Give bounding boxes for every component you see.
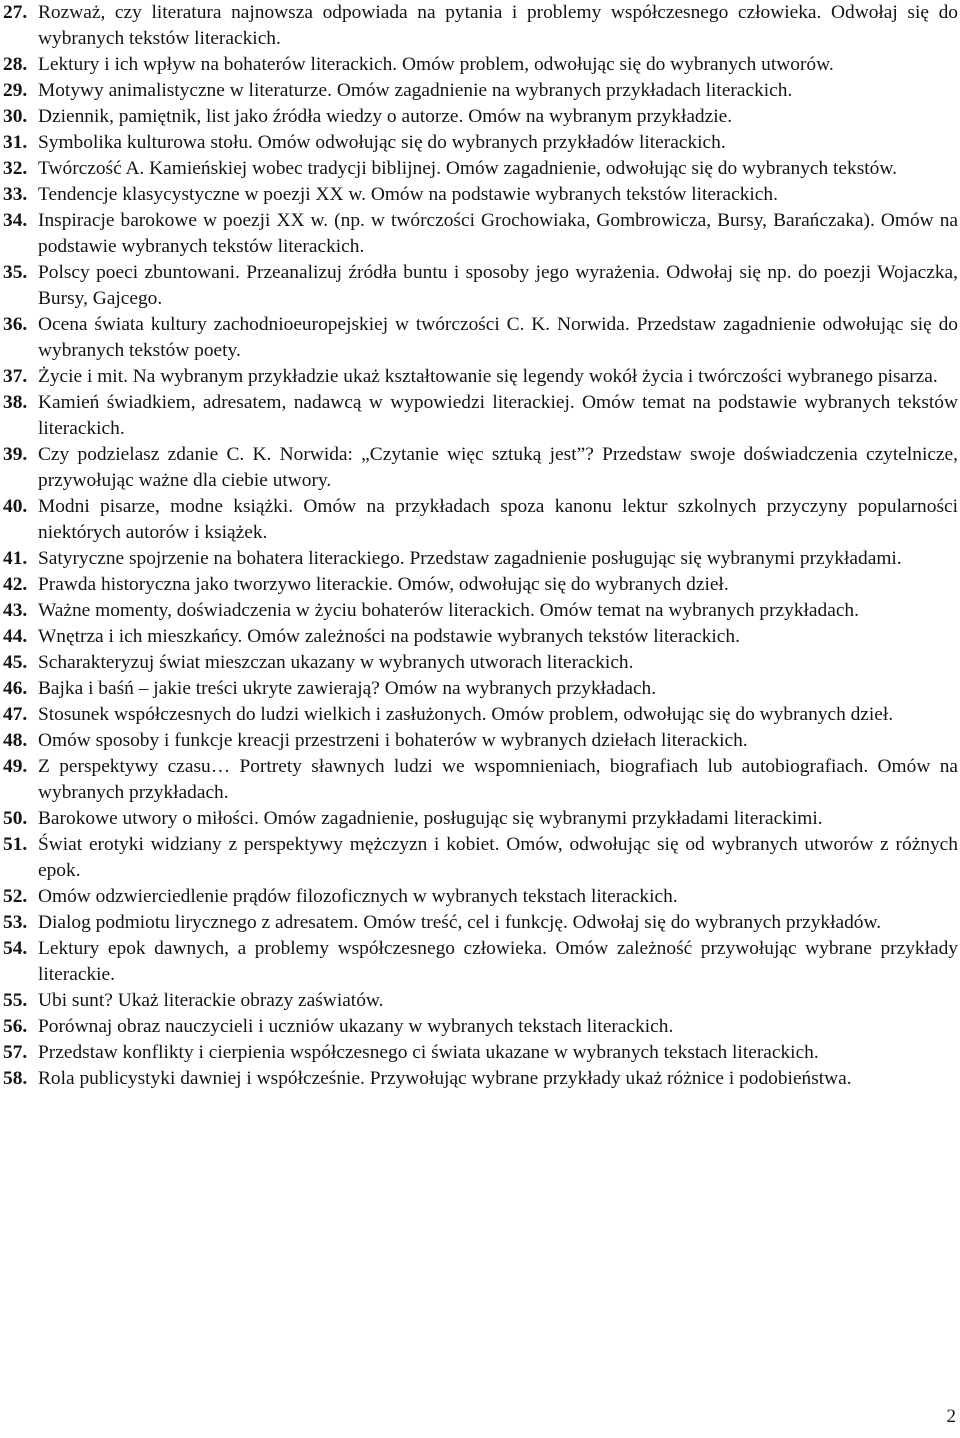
topic-number: 36.	[3, 314, 28, 335]
topic-item	[0, 442, 960, 494]
topic-text: Lektury i ich wpływ na bohaterów literackich. Omów problem, odwołując się do wybranych utworów.	[38, 54, 834, 75]
topic-number: 47.	[3, 704, 28, 725]
page-number: 2	[946, 1406, 956, 1427]
topic-text: Rozważ, czy literatura najnowsza odpowiada na pytania i problemy współczesnego człowieka. Odwołaj się do wybranych tekstów literackich.	[38, 2, 958, 49]
topic-number: 51.	[3, 834, 28, 855]
topic-number: 50.	[3, 808, 28, 829]
topic-text: Tendencje klasycystyczne w poezji XX w. Omów na podstawie wybranych tekstów literackich.	[38, 184, 778, 205]
topic-text: Ważne momenty, doświadczenia w życiu bohaterów literackich. Omów temat na wybranych przykładach.	[38, 600, 859, 621]
topic-number: 41.	[3, 548, 28, 569]
topic-number: 46.	[3, 678, 28, 699]
topic-text: Bajka i baśń – jakie treści ukryte zawierają? Omów na wybranych przykładach.	[38, 678, 657, 699]
topic-item	[0, 156, 960, 182]
topic-number: 52.	[3, 886, 28, 907]
topic-item	[0, 936, 960, 988]
topic-text: Rola publicystyki dawniej i współcześnie. Przywołując wybrane przykłady ukaż różnice i podobieństwa.	[38, 1068, 852, 1089]
topic-item	[0, 182, 960, 208]
topic-number: 30.	[3, 106, 28, 127]
topic-number: 56.	[3, 1016, 28, 1037]
topic-item	[0, 572, 960, 598]
topic-text: Kamień świadkiem, adresatem, nadawcą w wypowiedzi literackiej. Omów temat na podstawie wybranych tekstów literackich.	[38, 392, 958, 439]
topic-item	[0, 390, 960, 442]
topic-text: Omów sposoby i funkcje kreacji przestrzeni i bohaterów w wybranych dziełach literackich.	[38, 730, 748, 751]
topic-item	[0, 624, 960, 650]
topic-text: Satyryczne spojrzenie na bohatera literackiego. Przedstaw zagadnienie posługując się wybranymi przykładami.	[38, 548, 902, 569]
topic-number: 54.	[3, 938, 28, 959]
topic-item	[0, 1066, 960, 1092]
topic-text: Świat erotyki widziany z perspektywy mężczyzn i kobiet. Omów, odwołując się od wybranych utworów z różnych epok.	[38, 834, 958, 881]
topic-number: 32.	[3, 158, 28, 179]
topic-number: 29.	[3, 80, 28, 101]
topic-number: 40.	[3, 496, 28, 517]
topic-item	[0, 494, 960, 546]
topic-text: Twórczość A. Kamieńskiej wobec tradycji biblijnej. Omów zagadnienie, odwołując się do wybranych tekstów.	[38, 158, 897, 179]
topic-text: Lektury epok dawnych, a problemy współczesnego człowieka. Omów zależność przywołując wybrane przykłady literackie.	[38, 938, 958, 985]
topic-item	[0, 832, 960, 884]
topic-number: 34.	[3, 210, 28, 231]
topic-text: Motywy animalistyczne w literaturze. Omów zagadnienie na wybranych przykładach literackich.	[38, 80, 793, 101]
topic-number: 43.	[3, 600, 28, 621]
topic-item	[0, 598, 960, 624]
topic-text: Inspiracje barokowe w poezji XX w. (np. w twórczości Grochowiaka, Gombrowicza, Bursy, Barańczaka). Omów na podstawie wybranych tekstów literackich.	[38, 210, 958, 257]
topic-text: Symbolika kulturowa stołu. Omów odwołując się do wybranych przykładów literackich.	[38, 132, 726, 153]
topic-text: Z perspektywy czasu… Portrety sławnych ludzi we wspomnieniach, biografiach lub autobiografiach. Omów na wybranych przykładach.	[38, 756, 958, 803]
topic-number: 37.	[3, 366, 28, 387]
topic-item	[0, 702, 960, 728]
topic-item	[0, 130, 960, 156]
topic-item	[0, 78, 960, 104]
topic-item	[0, 364, 960, 390]
topic-item	[0, 312, 960, 364]
topic-item	[0, 546, 960, 572]
topic-item	[0, 988, 960, 1014]
topic-item	[0, 650, 960, 676]
topic-item	[0, 884, 960, 910]
topic-item	[0, 104, 960, 130]
topic-number: 57.	[3, 1042, 28, 1063]
topic-number: 35.	[3, 262, 28, 283]
topic-text: Polscy poeci zbuntowani. Przeanalizuj źródła buntu i sposoby jego wyrażenia. Odwołaj się np. do poezji Wojaczka, Bursy, Gajcego.	[38, 262, 958, 309]
topic-item	[0, 754, 960, 806]
topic-text: Ocena świata kultury zachodnioeuropejskiej w twórczości C. K. Norwida. Przedstaw zagadnienie odwołując się do wybranych tekstów poety.	[38, 314, 958, 361]
topic-text: Życie i mit. Na wybranym przykładzie ukaż kształtowanie się legendy wokół życia i twórczości wybranego pisarza.	[38, 366, 938, 387]
topic-text: Scharakteryzuj świat mieszczan ukazany w wybranych utworach literackich.	[38, 652, 634, 673]
topic-text: Dialog podmiotu lirycznego z adresatem. Omów treść, cel i funkcję. Odwołaj się do wybranych przykładów.	[38, 912, 882, 933]
topic-number: 31.	[3, 132, 28, 153]
topic-number: 27.	[3, 2, 28, 23]
topic-item	[0, 676, 960, 702]
topic-number: 44.	[3, 626, 28, 647]
topic-number: 42.	[3, 574, 28, 595]
topic-number: 58.	[3, 1068, 28, 1089]
topic-text: Wnętrza i ich mieszkańcy. Omów zależności na podstawie wybranych tekstów literackich.	[38, 626, 740, 647]
topic-number: 53.	[3, 912, 28, 933]
topic-text: Modni pisarze, modne książki. Omów na przykładach spoza kanonu lektur szkolnych przyczyny popularności niektórych autorów i książek.	[38, 496, 958, 543]
topic-number: 55.	[3, 990, 28, 1011]
topic-text: Omów odzwierciedlenie prądów filozoficznych w wybranych tekstach literackich.	[38, 886, 678, 907]
topic-number: 49.	[3, 756, 28, 777]
topic-item	[0, 806, 960, 832]
topic-number: 38.	[3, 392, 28, 413]
topic-text: Stosunek współczesnych do ludzi wielkich i zasłużonych. Omów problem, odwołując się do wybranych dzieł.	[38, 704, 894, 725]
topic-item	[0, 910, 960, 936]
topic-item	[0, 260, 960, 312]
topic-number: 33.	[3, 184, 28, 205]
topic-text: Czy podzielasz zdanie C. K. Norwida: „Czytanie więc sztuką jest”? Przedstaw swoje doświadczenia czytelnicze, przywołując ważne dla ciebie utwory.	[38, 444, 958, 491]
topic-text: Barokowe utwory o miłości. Omów zagadnienie, posługując się wybranymi przykładami literackimi.	[38, 808, 823, 829]
topic-text: Porównaj obraz nauczycieli i uczniów ukazany w wybranych tekstach literackich.	[38, 1016, 674, 1037]
topic-item	[0, 52, 960, 78]
topic-text: Przedstaw konflikty i cierpienia współczesnego ci świata ukazane w wybranych tekstach literackich.	[38, 1042, 819, 1063]
topic-number: 39.	[3, 444, 28, 465]
topic-item	[0, 728, 960, 754]
topic-number: 28.	[3, 54, 28, 75]
topic-item	[0, 1040, 960, 1066]
topic-item	[0, 208, 960, 260]
topic-item	[0, 0, 960, 52]
topic-item	[0, 1014, 960, 1040]
topic-text: Prawda historyczna jako tworzywo literackie. Omów, odwołując się do wybranych dzieł.	[38, 574, 729, 595]
topic-number: 45.	[3, 652, 28, 673]
topic-text: Ubi sunt? Ukaż literackie obrazy zaświatów.	[38, 990, 384, 1011]
topic-number: 48.	[3, 730, 28, 751]
topic-text: Dziennik, pamiętnik, list jako źródła wiedzy o autorze. Omów na wybranym przykładzie.	[38, 106, 733, 127]
